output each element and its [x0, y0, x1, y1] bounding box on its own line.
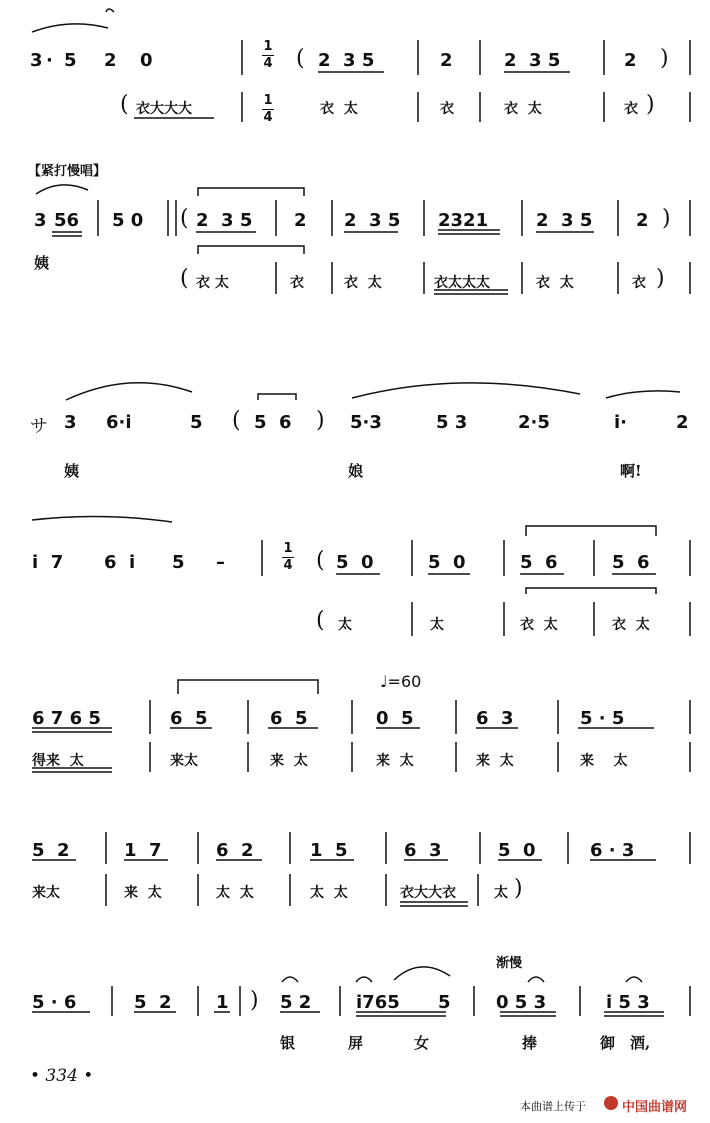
rit-marking: 渐慢 — [496, 956, 523, 971]
r7-lyric-2: 女 — [414, 1034, 430, 1052]
r1-note-5: 5 — [64, 50, 77, 71]
r2-perc-3: 衣太太太 — [434, 275, 490, 291]
r6-perc-3: 太 太 — [310, 885, 348, 901]
r2-inst-0: 2 3 5 — [196, 210, 253, 231]
r3-free-rhythm: サ — [30, 416, 48, 437]
r5-note-5: 5 · 5 — [580, 708, 625, 729]
r1-inst-m1: 2 3 5 — [318, 50, 375, 71]
time-sig-num: 1 — [263, 93, 273, 108]
r7-note-4: i765 — [356, 992, 400, 1013]
r5-perc-2: 来 太 — [270, 753, 308, 769]
r6-perc-1: 来 太 — [124, 885, 162, 901]
r2-note-56: 56 — [54, 210, 80, 231]
r5-note-2: 6 5 — [270, 708, 308, 729]
r6-note-6: 6 · 3 — [590, 840, 635, 861]
r5-perc-0: 得来 太 — [32, 753, 84, 769]
r6-perc-5: 太 — [494, 885, 508, 901]
r4-perc-1: 太 — [430, 617, 444, 633]
r5-perc-1: 来太 — [170, 753, 198, 769]
r2-perc-open-paren: ( — [180, 266, 189, 291]
r5-perc-5: 来 太 — [580, 753, 628, 769]
r6-note-4: 6 3 — [404, 840, 442, 861]
r1-perc-0: 衣大大大 — [136, 101, 192, 117]
r4-inst-0: 5 0 — [336, 552, 374, 573]
r2-note-3: 3 — [34, 210, 47, 231]
r7-note-1: 5 2 — [134, 992, 172, 1013]
r2-open-paren: ( — [180, 206, 189, 231]
r2-perc-5: 衣 — [632, 275, 646, 291]
r1-perc-2: 衣 — [440, 101, 454, 117]
r7-note-7: i 5 3 — [606, 992, 650, 1013]
r2-inst-2: 2 3 5 — [344, 210, 401, 231]
r3-note-2: 2 — [676, 412, 689, 433]
r3-note-53b: 5 3 — [436, 412, 468, 433]
r4-perc-0: 太 — [338, 617, 352, 633]
r5-perc-3: 来 太 — [376, 753, 414, 769]
r1-perc-4: 衣 — [624, 101, 638, 117]
r2-perc-4: 衣 太 — [536, 275, 574, 291]
r3-note-6i: 6·i — [106, 412, 132, 433]
r6-note-2: 6 2 — [216, 840, 254, 861]
r7-note-5: 5 — [438, 992, 451, 1013]
r7-note-3: 5 2 — [280, 992, 312, 1013]
r3-note-i: i· — [614, 412, 628, 433]
r4-perc-3: 衣 太 — [612, 617, 650, 633]
time-sig-num: 1 — [263, 39, 273, 54]
r4-perc-open-paren: ( — [316, 608, 325, 633]
r4-note-1: 6 i — [104, 552, 136, 573]
r2-close-paren: ) — [662, 206, 671, 231]
tempo-marking: ♩=60 — [380, 672, 422, 691]
r7-close-paren: ) — [250, 988, 259, 1013]
r1-perc-close-paren: ) — [646, 92, 655, 117]
r1-perc-time-signature — [262, 94, 274, 125]
r3-close-paren: ) — [316, 408, 325, 433]
r6-note-0: 5 2 — [32, 840, 70, 861]
r5-note-0: 6 7 6 5 — [32, 708, 101, 729]
r1-inst-m3: 2 3 5 — [504, 50, 561, 71]
r1-close-paren: ) — [660, 46, 669, 71]
r7-note-2: 1 — [216, 992, 229, 1013]
r6-note-1: 1 7 — [124, 840, 162, 861]
r2-lyric: 姨 — [34, 254, 50, 272]
r1-inst-m4: 2 — [624, 50, 637, 71]
upload-credit: 本曲谱上传于 — [520, 1100, 586, 1113]
r2-inst-4: 2 3 5 — [536, 210, 593, 231]
r1-time-signature — [262, 40, 274, 71]
r5-note-4: 6 3 — [476, 708, 514, 729]
r4-perc-2: 衣 太 — [520, 617, 558, 633]
r3-note-25: 2·5 — [518, 412, 550, 433]
r3-lyric-1: 娘 — [348, 462, 364, 480]
time-sig-num: 1 — [283, 541, 293, 556]
r4-inst-2: 5 6 — [520, 552, 558, 573]
r2-perc-1: 衣 — [290, 275, 304, 291]
r2-inst-3: 2321 — [438, 210, 489, 231]
r2-perc-2: 衣 太 — [344, 275, 382, 291]
r7-lyric-1: 屏 — [348, 1034, 364, 1052]
r7-note-6: 0 5 3 — [496, 992, 547, 1013]
r1-inst-m2: 2 — [440, 50, 453, 71]
r2-inst-1: 2 — [294, 210, 307, 231]
r7-lyric-3: 捧 — [522, 1034, 538, 1052]
r3-note-5: 5 — [190, 412, 203, 433]
r4-inst-1: 5 0 — [428, 552, 466, 573]
time-sig-den: 4 — [263, 56, 273, 71]
r1-perc-open-paren: ( — [120, 92, 129, 117]
r2-perc-close-paren: ) — [656, 266, 665, 291]
r4-note-2: 5 — [172, 552, 185, 573]
r6-perc-4: 衣大大衣 — [400, 885, 456, 901]
section-label: 【紧打慢唱】 — [28, 164, 107, 179]
r7-lyric-5: 酒, — [630, 1034, 651, 1052]
r3-lyric-2: 啊! — [620, 462, 642, 480]
r1-note-0: 0 — [140, 50, 153, 71]
r6-perc-close-paren: ) — [514, 876, 523, 901]
r3-note-53: 5·3 — [350, 412, 382, 433]
page-number: • 334 • — [30, 1066, 94, 1086]
r3-note-3: 3 — [64, 412, 77, 433]
r6-note-5: 5 0 — [498, 840, 536, 861]
r3-open-paren: ( — [232, 408, 241, 433]
r6-perc-0: 来太 — [32, 885, 60, 901]
r6-perc-2: 太 太 — [216, 885, 254, 901]
r1-dot: · — [46, 50, 53, 71]
r7-lyric-4: 御 — [600, 1034, 616, 1052]
r4-note-0: i 7 — [32, 552, 64, 573]
r5-perc-4: 来 太 — [476, 753, 514, 769]
time-sig-den: 4 — [283, 558, 293, 573]
r5-note-1: 6 5 — [170, 708, 208, 729]
r3-inst-56: 5 6 — [254, 412, 292, 433]
r3-lyric-0: 姨 — [64, 462, 80, 480]
r1-perc-3: 衣 太 — [504, 101, 542, 117]
r4-note-3: – — [216, 552, 225, 573]
r6-note-3: 1 5 — [310, 840, 348, 861]
r4-inst-3: 5 6 — [612, 552, 650, 573]
time-sig-den: 4 — [263, 110, 273, 125]
r5-note-3: 0 5 — [376, 708, 414, 729]
r4-time-signature — [282, 542, 294, 573]
r4-open-paren: ( — [316, 548, 325, 573]
brand-link[interactable]: 中国曲谱网 — [622, 1100, 688, 1115]
r1-open-paren: ( — [296, 46, 305, 71]
r2-perc-0: 衣 太 — [196, 275, 229, 291]
brand-logo-icon — [604, 1096, 618, 1110]
r1-perc-1: 衣 太 — [320, 101, 358, 117]
r7-lyric-0: 银 — [280, 1034, 296, 1052]
r2-inst-5: 2 — [636, 210, 649, 231]
r7-note-0: 5 · 6 — [32, 992, 77, 1013]
r1-note-2: 2 — [104, 50, 117, 71]
r2-note-50: 5 0 — [112, 210, 144, 231]
r1-note-3: 3 — [30, 50, 43, 71]
